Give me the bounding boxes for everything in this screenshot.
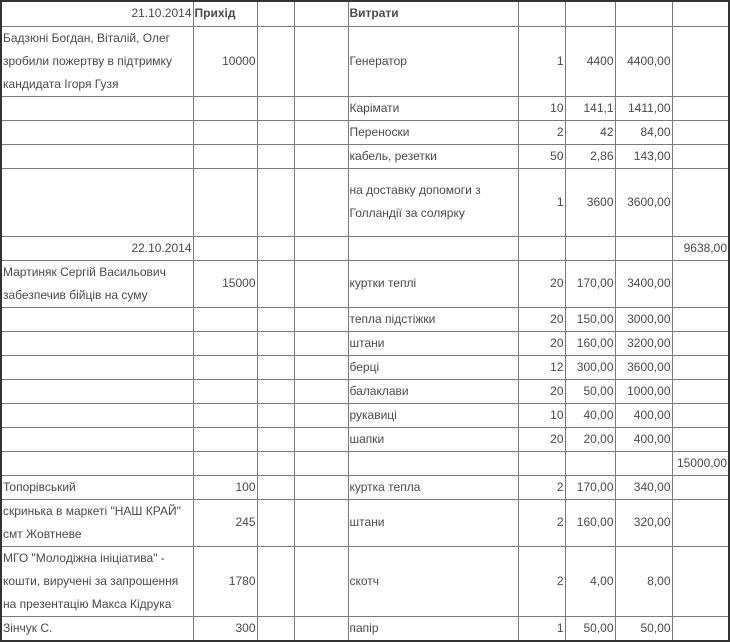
income-source: Топорівський (1, 475, 193, 499)
section-total: 15000,00 (672, 451, 729, 475)
expense-price: 150,00 (565, 307, 615, 331)
income-amount: 10000 (193, 26, 257, 96)
total-row (1, 451, 729, 475)
income-amount: 100 (193, 475, 257, 499)
expense-qty: 1 (518, 26, 565, 96)
table-row (1, 307, 729, 331)
expense-item: куртка тепла (348, 475, 518, 499)
expense-price: 4,00 (565, 546, 615, 616)
income-source: Зінчук С. (1, 616, 193, 641)
expense-qty: 1 (518, 168, 565, 236)
table-row (1, 546, 729, 616)
expense-sum: 50,00 (615, 616, 672, 641)
income-amount: 300 (193, 616, 257, 641)
expense-item: папір (348, 616, 518, 641)
expense-item: скотч (348, 546, 518, 616)
expense-sum: 320,00 (615, 499, 672, 546)
income-amount: 15000 (193, 260, 257, 307)
expense-qty: 2 (518, 120, 565, 144)
expense-sum: 84,00 (615, 120, 672, 144)
expense-qty: 20 (518, 379, 565, 403)
header-row (1, 1, 729, 26)
expense-sum: 3600,00 (615, 168, 672, 236)
expense-price: 300,00 (565, 355, 615, 379)
expense-sum: 143,00 (615, 144, 672, 168)
expense-item: тепла підстіжки (348, 307, 518, 331)
income-source: МГО "Молодіжна ініціатива" - кошти, виручені за запрошення на презентацію Макса Кідрука (1, 546, 193, 616)
expense-item: рукавиці (348, 403, 518, 427)
table-row (1, 144, 729, 168)
expense-qty: 20 (518, 260, 565, 307)
expense-item: кабель, резетки (348, 144, 518, 168)
expense-sum: 1000,00 (615, 379, 672, 403)
expense-sum: 4400,00 (615, 26, 672, 96)
expense-sum: 1411,00 (615, 96, 672, 120)
expense-item: берці (348, 355, 518, 379)
date-cell: 22.10.2014 (1, 236, 193, 260)
expense-qty: 12 (518, 355, 565, 379)
expense-item: шапки (348, 427, 518, 451)
table-row (1, 331, 729, 355)
expense-qty: 2 (518, 546, 565, 616)
expense-item: штани (348, 499, 518, 546)
expense-sum: 3000,00 (615, 307, 672, 331)
table-row (1, 403, 729, 427)
expense-price: 160,00 (565, 331, 615, 355)
date-total-row (1, 236, 729, 260)
table-row (1, 427, 729, 451)
expense-qty: 20 (518, 427, 565, 451)
expense-price: 40,00 (565, 403, 615, 427)
expense-price: 20,00 (565, 427, 615, 451)
expense-price: 2,86 (565, 144, 615, 168)
expense-price: 42 (565, 120, 615, 144)
expense-qty: 10 (518, 96, 565, 120)
expense-qty: 2 (518, 499, 565, 546)
table-row (1, 168, 729, 236)
expense-qty: 50 (518, 144, 565, 168)
expense-item: на доставку допомоги з Голландії за солярку (348, 168, 518, 236)
income-header: Прихід (193, 1, 257, 26)
table-row (1, 616, 729, 641)
expense-item: балаклави (348, 379, 518, 403)
expense-qty: 20 (518, 307, 565, 331)
expense-qty: 2 (518, 475, 565, 499)
table-row (1, 475, 729, 499)
expense-item: Карімати (348, 96, 518, 120)
expense-sum: 400,00 (615, 427, 672, 451)
expense-item: Генератор (348, 26, 518, 96)
table-row (1, 96, 729, 120)
income-source: Мартиняк Сергій Васильович забезпечив бійців на суму (1, 260, 193, 307)
date-cell: 21.10.2014 (1, 1, 193, 26)
expense-sum: 340,00 (615, 475, 672, 499)
expense-sum: 3200,00 (615, 331, 672, 355)
expense-sum: 3600,00 (615, 355, 672, 379)
income-amount: 1780 (193, 546, 257, 616)
expense-price: 50,00 (565, 379, 615, 403)
expense-price: 141,1 (565, 96, 615, 120)
expense-price: 170,00 (565, 260, 615, 307)
table-row (1, 379, 729, 403)
table-row (1, 499, 729, 546)
expenses-header: Витрати (348, 1, 518, 26)
section-total: 9638,00 (672, 236, 729, 260)
expense-item: Переноски (348, 120, 518, 144)
expense-item: куртки теплі (348, 260, 518, 307)
table-row (1, 120, 729, 144)
expense-price: 50,00 (565, 616, 615, 641)
expense-price: 3600 (565, 168, 615, 236)
expense-sum: 3400,00 (615, 260, 672, 307)
table-row (1, 355, 729, 379)
expense-price: 4400 (565, 26, 615, 96)
income-source: Бадзюні Богдан, Віталій, Олег зробили пожертву в підтримку кандидата Ігоря Гузя (1, 26, 193, 96)
table-row (1, 26, 729, 96)
expense-sum: 8,00 (615, 546, 672, 616)
income-source: скринька в маркеті "НАШ КРАЙ" смт Жовтневе (1, 499, 193, 546)
expense-sum: 400,00 (615, 403, 672, 427)
expense-price: 160,00 (565, 499, 615, 546)
expense-qty: 20 (518, 331, 565, 355)
expense-item: штани (348, 331, 518, 355)
expense-qty: 10 (518, 403, 565, 427)
expense-price: 170,00 (565, 475, 615, 499)
expense-qty: 1 (518, 616, 565, 641)
table-row (1, 260, 729, 307)
income-amount: 245 (193, 499, 257, 546)
